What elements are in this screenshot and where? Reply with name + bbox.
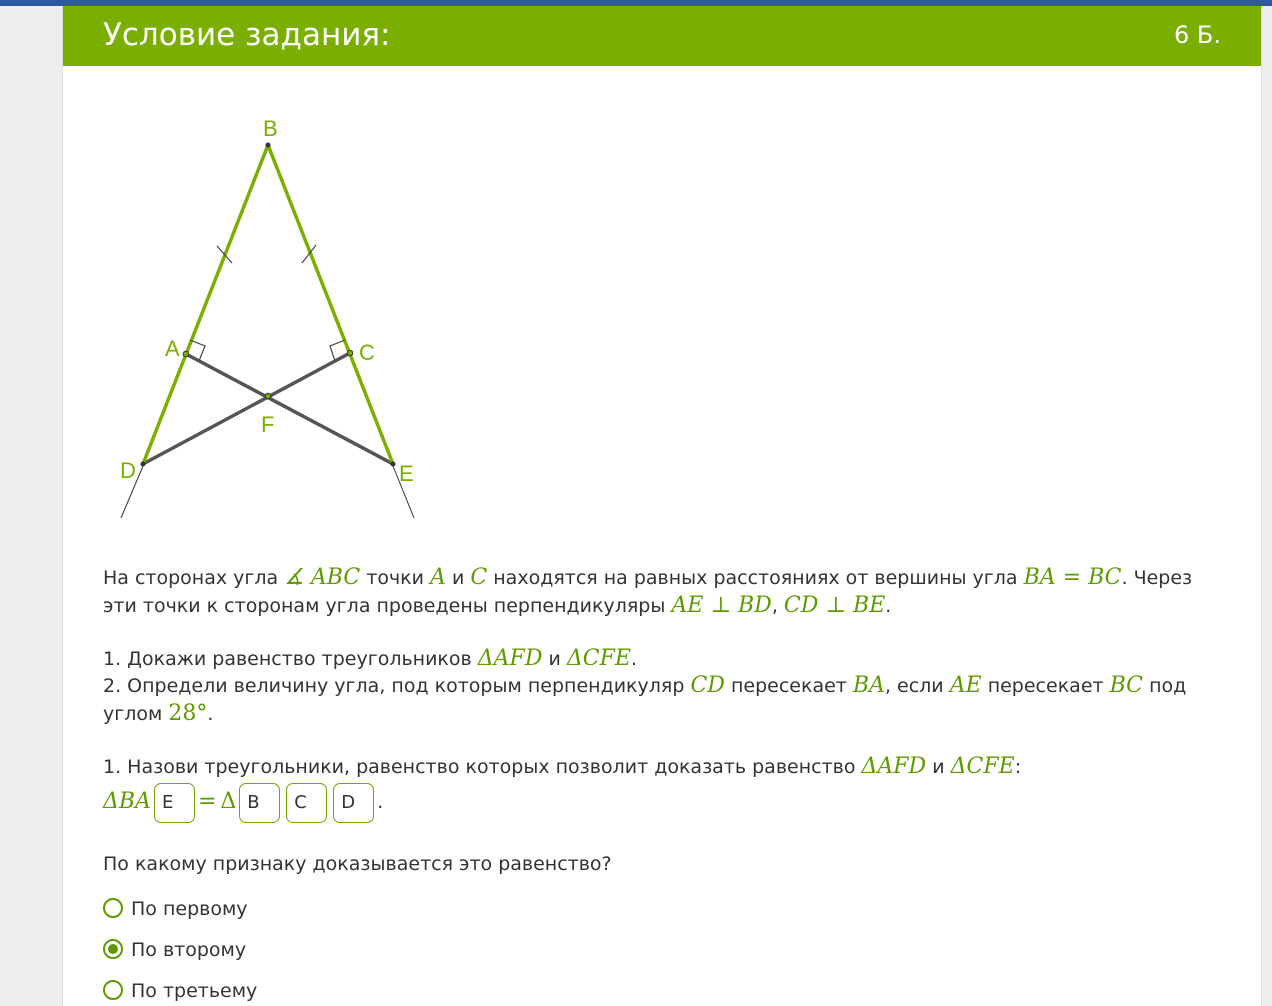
label-c: C bbox=[359, 340, 375, 365]
option-third[interactable]: По третьему bbox=[103, 978, 257, 1004]
radio-third[interactable] bbox=[103, 980, 123, 1000]
answer-input-2[interactable]: B bbox=[239, 783, 280, 823]
option-first[interactable]: По первому bbox=[103, 896, 248, 922]
point-c bbox=[347, 350, 353, 356]
answer-input-1[interactable]: E bbox=[154, 783, 195, 823]
radio-second[interactable] bbox=[103, 939, 123, 959]
label-b: B bbox=[263, 116, 278, 141]
triangle-left-prefix: ΔBA bbox=[103, 789, 151, 814]
task-points: 6 Б. bbox=[1174, 21, 1221, 49]
task-header bbox=[63, 6, 1261, 66]
problem-statement: На сторонах угла ∡ ABC точки A и C находятся на равных расстояниях от вершины угла BA = BC. Через эти точки к сторонам угла проведены перпендикуляры AE ⊥ BD, CD ⊥ BE. bbox=[103, 565, 1193, 618]
geometry-figure bbox=[113, 106, 443, 536]
side-be bbox=[268, 145, 393, 464]
label-f: F bbox=[261, 412, 275, 437]
point-e bbox=[391, 462, 396, 467]
task-panel bbox=[62, 6, 1262, 1006]
side-bd bbox=[143, 145, 268, 464]
option-second[interactable]: По второму bbox=[103, 937, 246, 963]
task-1-text: 1. Докажи равенство треугольников ΔAFD и ΔCFE. bbox=[103, 646, 637, 671]
label-a: A bbox=[165, 336, 180, 361]
point-d bbox=[141, 462, 146, 467]
answer-input-3[interactable]: C bbox=[286, 783, 327, 823]
task-2-text: 2. Определи величину угла, под которым перпендикуляр CD пересекает BA, если AE пересекает BC под углом 28°. bbox=[103, 673, 1187, 726]
question-1-text: 1. Назови треугольники, равенство которых позволит доказать равенство ΔAFD и ΔCFE: bbox=[103, 754, 1022, 779]
answer-input-4[interactable]: D bbox=[333, 783, 374, 823]
label-e: E bbox=[399, 461, 414, 486]
segment-ae bbox=[186, 354, 393, 464]
point-f bbox=[265, 393, 271, 399]
point-a bbox=[183, 351, 189, 357]
segment-cd bbox=[143, 353, 350, 464]
question-2-text: По какому признаку доказывается это равенство? bbox=[103, 853, 612, 875]
triangle-answer-row: ΔBA E = Δ B C D . bbox=[103, 782, 1213, 823]
point-b bbox=[266, 143, 271, 148]
task-title: Условие задания: bbox=[103, 17, 391, 53]
equals-sign: = bbox=[197, 789, 217, 814]
label-d: D bbox=[120, 458, 136, 483]
delta-symbol: Δ bbox=[220, 789, 237, 814]
radio-first[interactable] bbox=[103, 898, 123, 918]
